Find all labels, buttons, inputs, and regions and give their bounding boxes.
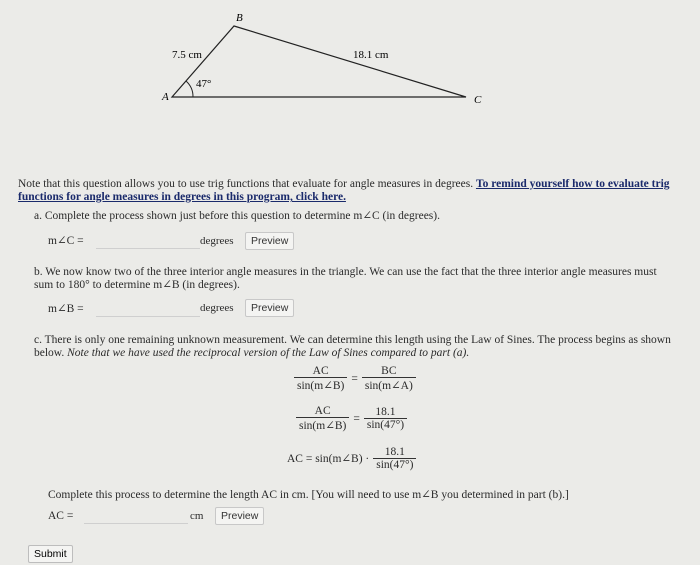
part-a-unit: degrees	[200, 235, 234, 247]
side-bc-label: 18.1 cm	[353, 49, 389, 61]
part-a-preview-button[interactable]: Preview	[245, 232, 294, 250]
vertex-b-label: B	[236, 12, 243, 24]
part-c-answer-input[interactable]	[84, 507, 188, 524]
eq1-num1: AC	[294, 365, 347, 378]
note-paragraph	[18, 178, 678, 204]
eq2-num1: AC	[296, 405, 349, 418]
triangle-diagram	[0, 0, 700, 175]
vertex-c-label: C	[474, 94, 482, 106]
part-a-answer-input[interactable]	[96, 232, 200, 249]
eq2-num2: 18.1	[364, 406, 407, 419]
law-of-sines-eq2	[296, 405, 407, 432]
triangle-shape	[172, 26, 466, 97]
side-ab-label: 7.5 cm	[172, 49, 202, 61]
note-text: Note that this question allows you to use trig functions that evaluate for angle measures in degrees.	[18, 178, 476, 190]
eq2-den2: sin(47°)	[366, 419, 405, 431]
eq2-equals: =	[353, 413, 360, 426]
vertex-a-label: A	[162, 91, 169, 103]
submit-button[interactable]: Submit	[28, 545, 73, 563]
part-c-unit: cm	[190, 510, 204, 522]
eq1-den1: sin(m∠B)	[297, 380, 345, 392]
eq3-den: sin(47°)	[376, 459, 414, 471]
law-of-sines-eq1	[294, 365, 416, 392]
eq2-den1: sin(m∠B)	[299, 420, 347, 432]
part-b-question: b. We now know two of the three interior angle measures in the triangle. We can use the fact that the three interior angle measures must sum to 180° to determine m∠B (in degrees).	[34, 266, 657, 291]
angle-a-label: 47°	[196, 78, 212, 90]
trig-help-link[interactable]: To remind yourself how to evaluate trig functions for angle measures in degrees in this program, click here.	[18, 178, 670, 203]
part-c-question	[34, 334, 674, 360]
eq1-equals: =	[351, 373, 358, 386]
part-c-text: c. There is only one remaining unknown measurement. We can determine this length using the Law of Sines. The process begins as shown below.	[34, 334, 671, 359]
part-c-preview-button[interactable]: Preview	[215, 507, 264, 525]
part-c-italic-note: Note that we have used the reciprocal version of the Law of Sines compared to part (a).	[67, 347, 470, 359]
part-a-question: a. Complete the process shown just before this question to determine m∠C (in degrees).	[34, 210, 440, 222]
part-b-label: m∠B =	[48, 303, 84, 315]
angle-arc-a	[186, 81, 193, 97]
part-b-unit: degrees	[200, 302, 234, 314]
eq1-num2: BC	[362, 365, 416, 378]
part-c-instruction: Complete this process to determine the length AC in cm. [You will need to use m∠B you determined in part (b).]	[48, 489, 569, 501]
eq3-lhs: AC = sin(m∠B) ·	[287, 453, 370, 466]
eq1-den2: sin(m∠A)	[364, 380, 413, 392]
part-c-label: AC =	[48, 510, 74, 522]
law-of-sines-eq3	[287, 446, 416, 471]
part-b-preview-button[interactable]: Preview	[245, 299, 294, 317]
part-a-label: m∠C =	[48, 235, 84, 247]
eq3-num: 18.1	[373, 446, 416, 459]
part-b-answer-input[interactable]	[96, 300, 200, 317]
